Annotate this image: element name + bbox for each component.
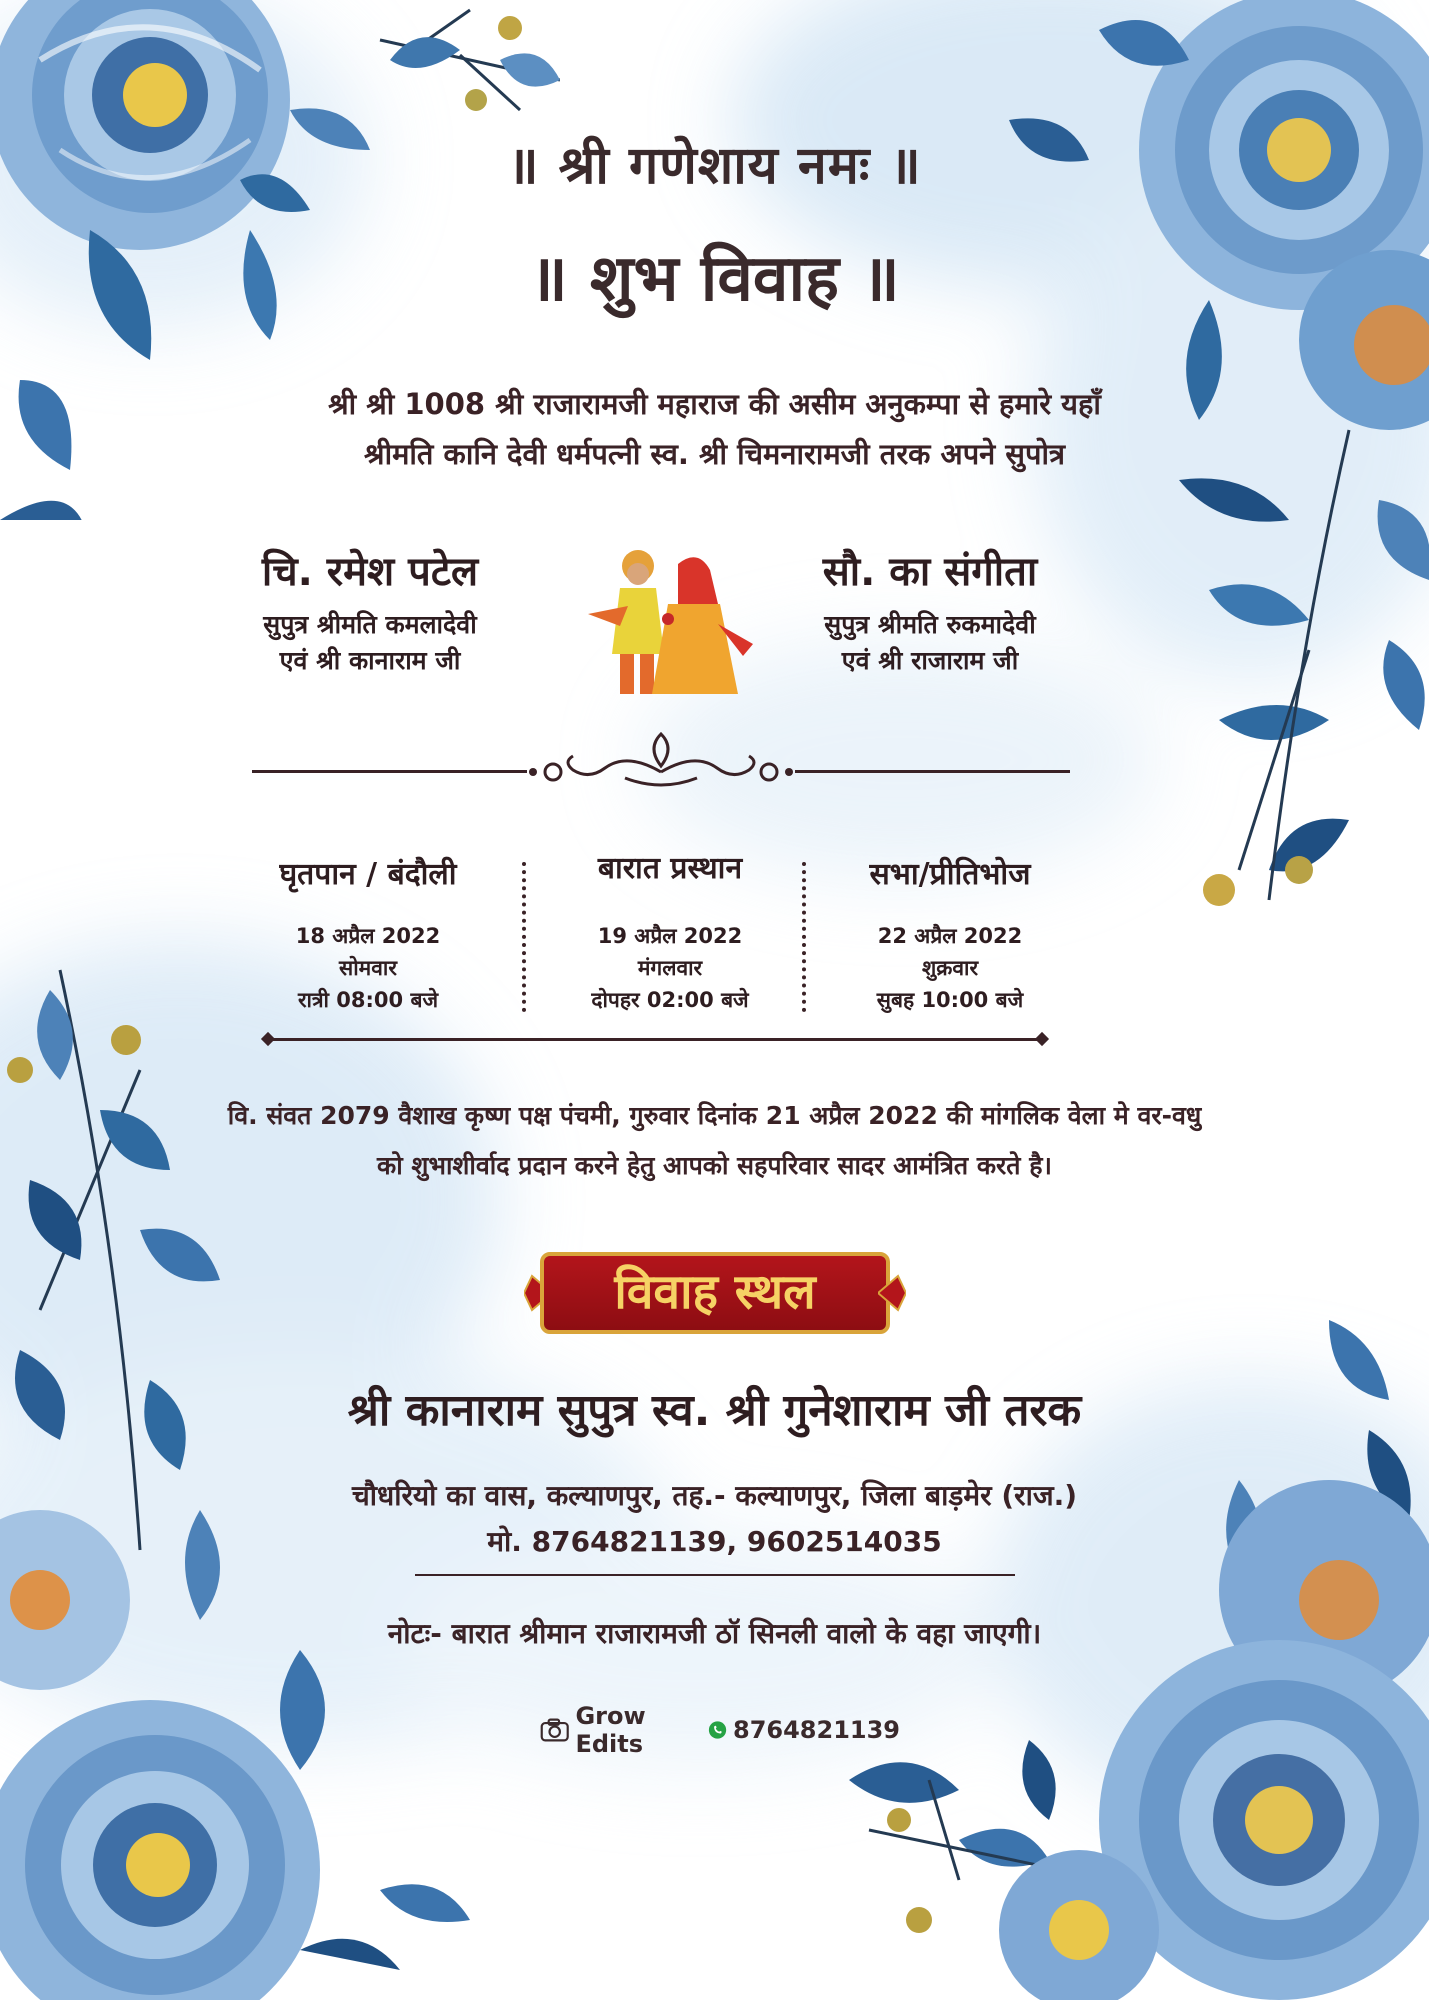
whatsapp-icon	[708, 1719, 727, 1741]
venue-underline	[415, 1574, 1015, 1576]
event-date-1: 18 अप्रैल 2022	[295, 924, 441, 948]
venue-address: चौधरियो का वास, कल्याणपुर, तह.- कल्याणपुर, जिला बाड़मेर (राज.)	[351, 1479, 1078, 1512]
event-time-3: सुबह 10:00 बजे	[876, 988, 1024, 1012]
event-day-2: मंगलवार	[637, 956, 703, 980]
rule-end-diamond-icon	[1035, 1032, 1049, 1046]
intro-line-2: श्रीमति कानि देवी धर्मपत्नी स्व. श्री चिमनारामजी तरक अपने सुपोत्र	[364, 437, 1065, 471]
intro-line-1: श्री श्री 1008 श्री राजारामजी महाराज की असीम अनुकम्पा से हमारे यहाँ	[328, 387, 1101, 421]
event-separator	[522, 862, 526, 1012]
note-text: नोटः- बारात श्रीमान राजारामजी ठॉ सिनली वालो के वहा जाएगी।	[387, 1617, 1042, 1650]
groom-parents-line-2: एवं श्री कानाराम जी	[279, 646, 461, 675]
venue-banner-label: विवाह स्थल	[614, 1264, 816, 1320]
camera-icon	[540, 1716, 569, 1744]
groom-parents-line-1: सुपुत्र श्रीमति कमलादेवी	[263, 610, 477, 639]
groom-name: चि. रमेश पटेल	[261, 549, 479, 595]
credit-brand: Grow Edits	[575, 1702, 646, 1758]
venue-phones: मो. 8764821139, 9602514035	[487, 1525, 942, 1558]
venue-banner	[540, 1252, 890, 1334]
bride-parents-line-1: सुपुत्र श्रीमति रुकमादेवी	[824, 610, 1036, 639]
event-day-3: शुक्रवार	[921, 956, 979, 980]
venue-host: श्री कानाराम सुपुत्र स्व. श्री गुनेशाराम जी तरक	[347, 1385, 1082, 1436]
divider-line-right	[795, 770, 1070, 773]
event-time-1: रात्री 08:00 बजे	[297, 988, 439, 1012]
ornament-divider-icon	[527, 722, 795, 796]
events-bottom-rule	[268, 1038, 1042, 1041]
event-title-3: सभा/प्रीतिभोज	[869, 857, 1031, 892]
ganesh-invocation: ॥ श्री गणेशाय नमः ॥	[507, 136, 922, 196]
event-separator	[802, 862, 806, 1012]
event-time-2: दोपहर 02:00 बजे	[591, 988, 749, 1012]
event-title-2: बारात प्रस्थान	[597, 851, 743, 886]
banner-flourish-right-icon	[878, 1268, 906, 1318]
divider-line-left	[252, 770, 527, 773]
event-title-1: घृतपान / बंदौली	[279, 857, 457, 892]
rule-end-diamond-icon	[261, 1032, 275, 1046]
invitation-message-line-1: वि. संवत 2079 वैशाख कृष्ण पक्ष पंचमी, गुरुवार दिनांक 21 अप्रैल 2022 की मांगलिक वेला मे वर-वधु	[227, 1101, 1202, 1130]
credit-phone: 8764821139	[733, 1716, 900, 1744]
event-day-1: सोमवार	[339, 956, 397, 980]
event-date-2: 19 अप्रैल 2022	[597, 924, 743, 948]
invitation-message-line-2: को शुभाशीर्वाद प्रदान करने हेतु आपको सहपरिवार सादर आमंत्रित करते है।	[377, 1151, 1052, 1180]
bride-name: सौ. का संगीता	[822, 549, 1038, 595]
bride-parents-line-2: एवं श्री राजाराम जी	[841, 646, 1019, 675]
page-title: ॥ शुभ विवाह ॥	[529, 242, 900, 316]
event-date-3: 22 अप्रैल 2022	[877, 924, 1023, 948]
designer-credit	[540, 1702, 900, 1758]
couple-illustration-icon	[568, 544, 758, 706]
